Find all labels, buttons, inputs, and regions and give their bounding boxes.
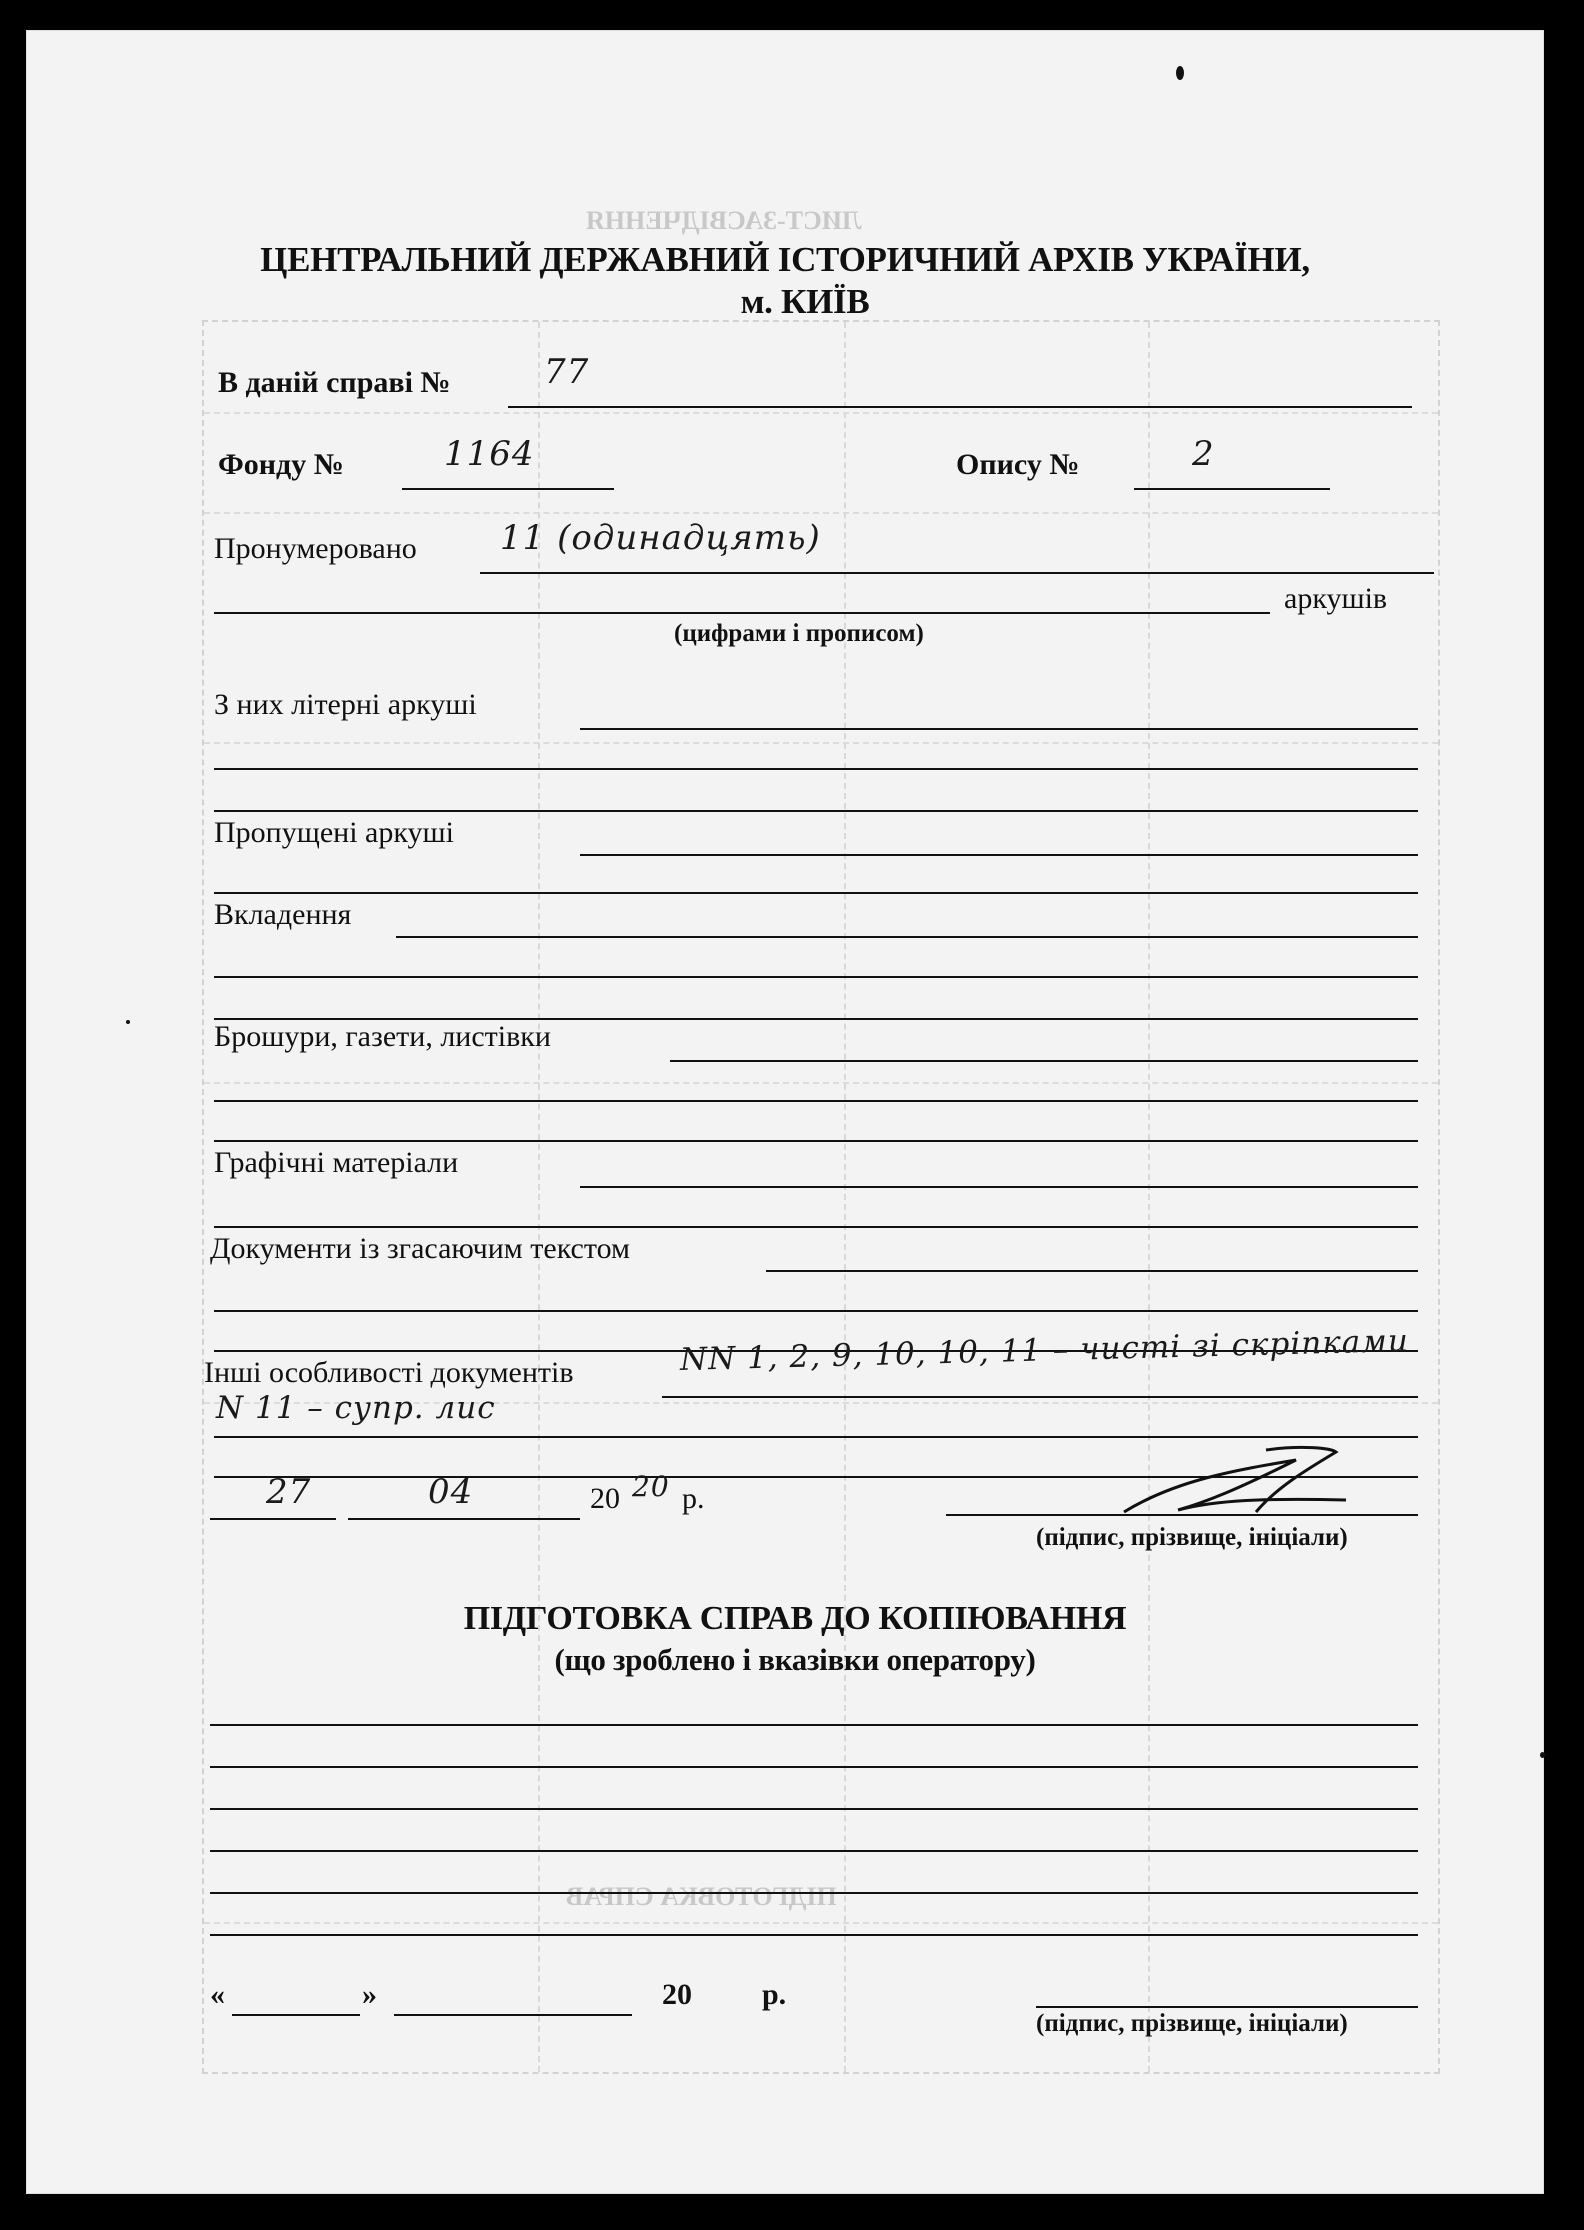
document-sheet: [26, 30, 1544, 2194]
copying-date-close-quote: »: [362, 1978, 377, 2011]
copying-title: ПІДГОТОВКА СПРАВ ДО КОПІЮВАННЯ: [463, 1600, 1127, 1637]
date-day-value[interactable]: 27: [266, 1472, 312, 1512]
date-month-line: [348, 1518, 580, 1520]
opys-number-label: Опису №: [956, 448, 1080, 481]
bleed-through-table: [202, 320, 1440, 2074]
graphics-label: Графічні матеріали: [214, 1146, 459, 1179]
fond-number-value[interactable]: 1164: [444, 434, 535, 474]
case-number-label: В даній справі №: [218, 366, 451, 399]
case-number-line: [508, 406, 1412, 408]
copying-date-suffix: р.: [762, 1978, 787, 2011]
numbered-label: Пронумеровано: [214, 532, 417, 565]
numbered-value[interactable]: 11 (одинадцять): [500, 518, 821, 558]
graphics-line: [580, 1186, 1418, 1188]
archive-city: м. КИЇВ: [740, 282, 870, 321]
copying-line-4: [210, 1850, 1418, 1852]
copying-date-month-line: [394, 2014, 632, 2016]
letter-sheets-line-3: [214, 810, 1418, 812]
date-month-value[interactable]: 04: [428, 1472, 474, 1512]
fond-number-label: Фонду №: [218, 448, 344, 481]
brochures-label: Брошури, газети, листівки: [214, 1020, 551, 1053]
missed-sheets-line: [580, 854, 1418, 856]
signature-hint: (підпис, прізвище, ініціали): [1036, 1524, 1348, 1551]
scan-speck: [1540, 1752, 1545, 1758]
copying-signature-line: [1036, 2006, 1418, 2008]
missed-sheets-line-2: [214, 892, 1418, 894]
copying-line-3: [210, 1808, 1418, 1810]
other-features-value-2[interactable]: N 11 – супр. лис: [216, 1390, 496, 1426]
fading-text-label: Документи із згасаючим текстом: [210, 1232, 630, 1265]
copying-line-6: [210, 1934, 1418, 1936]
date-year-prefix: 20: [590, 1482, 620, 1515]
graphics-line-2: [214, 1226, 1418, 1228]
fading-text-line-2: [214, 1310, 1418, 1312]
fading-text-line: [766, 1270, 1418, 1272]
copying-line-2: [210, 1766, 1418, 1768]
sheets-suffix: аркушів: [1284, 582, 1388, 615]
copying-date-day-line: [232, 2014, 360, 2016]
bleed-through-heading-bottom: ПІДГОТОВКА СПРАВ: [566, 1882, 837, 1911]
brochures-line: [670, 1060, 1418, 1062]
date-suffix: р.: [682, 1482, 705, 1515]
bleed-through-heading-top: ЛИСТ-ЗАСВІДЧЕННЯ: [586, 206, 862, 235]
copying-subtitle: (що зроблено і вказівки оператору): [554, 1642, 1036, 1677]
missed-sheets-label: Пропущені аркуші: [214, 816, 454, 849]
handwritten-signature: [1116, 1440, 1356, 1530]
opys-number-line: [1134, 488, 1330, 490]
digits-hint: (цифрами і прописом): [674, 620, 924, 647]
attachments-line: [396, 936, 1418, 938]
other-features-label: Інші особливості документів: [204, 1356, 574, 1389]
copying-date-open-quote: «: [210, 1978, 225, 2011]
brochures-line-2: [214, 1100, 1418, 1102]
brochures-line-3: [214, 1140, 1418, 1142]
other-features-line-2: [214, 1436, 1418, 1438]
date-day-line: [210, 1518, 336, 1520]
fond-number-line: [402, 488, 614, 490]
date-year-value[interactable]: 20: [632, 1470, 670, 1503]
scan-speck: [126, 1020, 130, 1024]
numbered-line-2: [214, 612, 1270, 614]
other-features-value-1[interactable]: NN 1, 2, 9, 10, 10, 11 – чисті зі скріпками: [679, 1322, 1410, 1378]
other-features-line: [662, 1396, 1418, 1398]
numbered-line: [480, 572, 1434, 574]
case-number-value[interactable]: 77: [544, 352, 590, 392]
copying-signature-hint: (підпис, прізвище, ініціали): [1036, 2010, 1348, 2037]
letter-sheets-label: З них літерні аркуші: [214, 688, 477, 721]
copying-date-year-prefix: 20: [662, 1978, 692, 2011]
copying-line-1: [210, 1724, 1418, 1726]
archive-name: ЦЕНТРАЛЬНИЙ ДЕРЖАВНИЙ ІСТОРИЧНИЙ АРХІВ УКРАЇНИ,: [260, 240, 1310, 279]
attachments-line-2: [214, 976, 1418, 978]
letter-sheets-line: [580, 728, 1418, 730]
copying-line-5: [210, 1892, 1418, 1894]
attachments-label: Вкладення: [214, 898, 352, 931]
opys-number-value[interactable]: 2: [1192, 434, 1215, 474]
scan-speck: [1176, 66, 1184, 80]
letter-sheets-line-2: [214, 768, 1418, 770]
